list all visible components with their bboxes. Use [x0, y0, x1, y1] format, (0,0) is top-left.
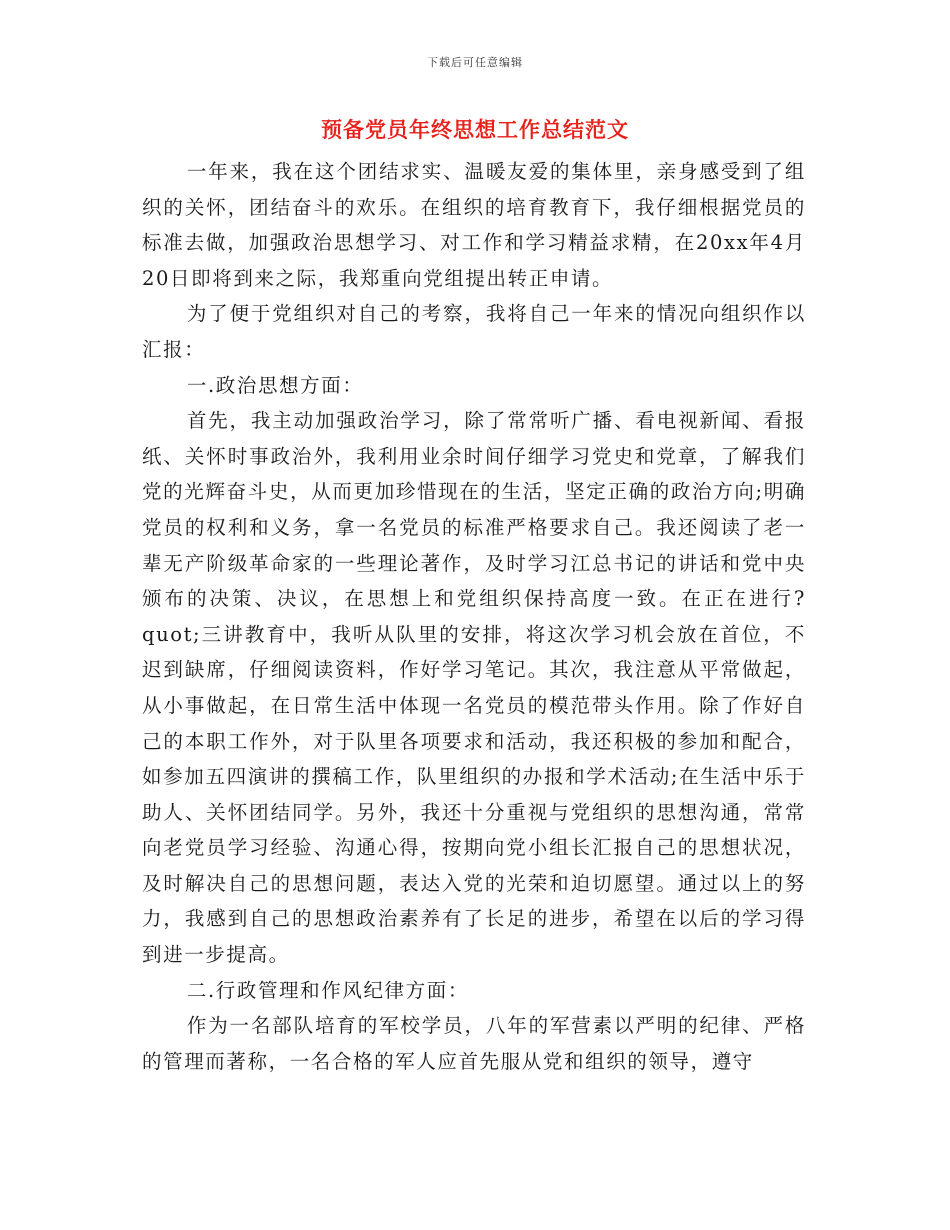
- section-heading-administration: 二.行政管理和作风纪律方面：: [186, 978, 469, 1002]
- paragraph-political: 首先，我主动加强政治学习，除了常常听广播、看电视新闻、看报纸、关怀时事政治外，我利用业余时间仔细学习党史和党章，了解我们党的光辉奋斗史，从而更加珍惜现在的生活，坚定正确的政治方向;明确党员的权利和义务，拿一名党员的标准严格要求自己。我还阅读了老一辈无产阶级革命家的一些理论著作，及时学习江总书记的讲话和党中央颁布的决策、决议，在思想上和党组织保持高度一致。在正在进行?quot;三讲教育中，我听从队里的安排，将这次学习机会放在首位，不迟到缺席，仔细阅读资料，作好学习笔记。其次，我注意从平常做起，从小事做起，在日常生活中体现一名党员的模范带头作用。除了作好自己的本职工作外，对于队里各项要求和活动，我还积极的参加和配合，如参加五四演讲的撰稿工作，队里组织的办报和学术活动;在生活中乐于助人、关怀团结同学。另外，我还十分重视与党组织的思想沟通，常常向老党员学习经验、沟通心得，按期向党小组长汇报自己的思想状况，及时解决自己的思想问题，表达入党的光荣和迫切愿望。通过以上的努力，我感到自己的思想政治素养有了长足的进步，希望在以后的学习得到进一步提高。: [142, 409, 806, 967]
- document-body: [142, 154, 806, 1079]
- document-title: 预备党员年终思想工作总结范文: [321, 117, 629, 142]
- header-note: 下载后可任意编辑: [427, 56, 523, 69]
- paragraph-intro: 一年来，我在这个团结求实、温暖友爱的集体里，亲身感受到了组织的关怀，团结奋斗的欢乐。在组织的培育教育下，我仔细根据党员的标准去做，加强政治思想学习、对工作和学习精益求精，在20xx年4月20日即将到来之际，我郑重向党组提出转正申请。: [142, 160, 806, 290]
- paragraph-purpose: 为了便于党组织对自己的考察，我将自己一年来的情况向组织作以汇报：: [142, 302, 806, 361]
- paragraph-administration: 作为一名部队培育的军校学员，八年的军营素以严明的纪律、严格的管理而著称，一名合格的军人应首先服从党和组织的领导，遵守: [142, 1014, 806, 1073]
- section-heading-political: 一.政治思想方面：: [186, 373, 364, 397]
